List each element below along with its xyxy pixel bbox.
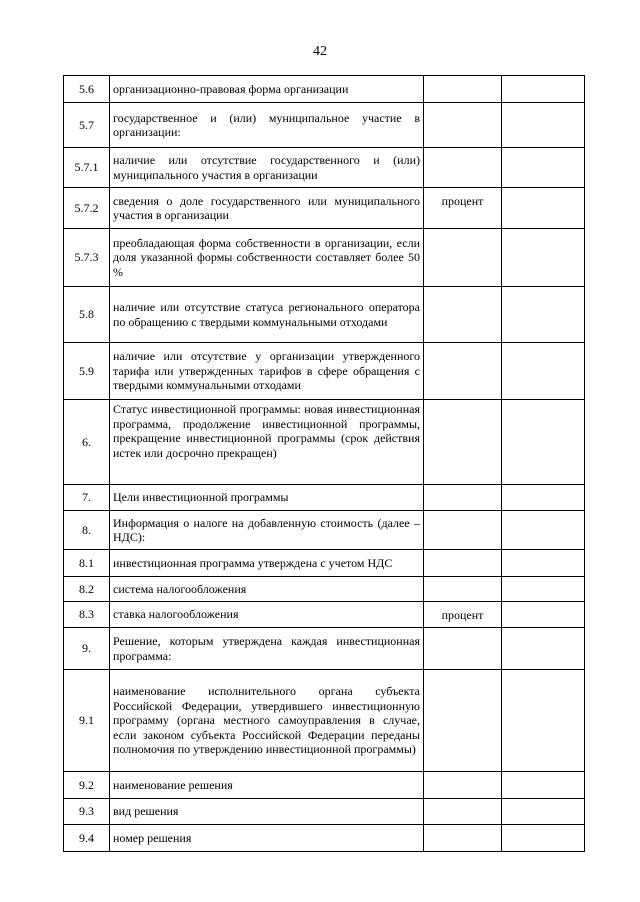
- table-row: [64, 577, 585, 602]
- row-description: система налогообложения: [110, 577, 424, 602]
- row-value-cell: [502, 343, 585, 400]
- row-value-cell: [502, 670, 585, 772]
- table-row: [64, 400, 585, 485]
- row-description: ставка налогообложения: [110, 602, 424, 628]
- table-row: [64, 772, 585, 799]
- row-value-cell: [502, 577, 585, 602]
- row-description: наличие или отсутствие у организации утвержденного тарифа или утвержденных тарифов в сфере обращения с твердыми коммунальными отходами: [110, 343, 424, 400]
- row-value-cell: [502, 229, 585, 287]
- investment-program-table: [63, 75, 585, 852]
- row-number: 5.8: [64, 287, 110, 343]
- row-unit: [424, 799, 502, 825]
- row-number: 9.1: [64, 670, 110, 772]
- table-row: [64, 76, 585, 103]
- row-unit: процент: [424, 188, 502, 229]
- row-description: Информация о налоге на добавленную стоимость (далее – НДС):: [110, 511, 424, 550]
- row-unit: [424, 825, 502, 852]
- row-value-cell: [502, 103, 585, 148]
- row-number: 5.7.3: [64, 229, 110, 287]
- row-description: государственное и (или) муниципальное участие в организации:: [110, 103, 424, 148]
- row-unit: [424, 343, 502, 400]
- table-row: [64, 628, 585, 670]
- table-row: [64, 188, 585, 229]
- row-unit: [424, 670, 502, 772]
- row-number: 5.7.2: [64, 188, 110, 229]
- page-number: 42: [313, 44, 327, 59]
- row-number: 8.: [64, 511, 110, 550]
- row-value-cell: [502, 76, 585, 103]
- table-row: [64, 511, 585, 550]
- row-description: наличие или отсутствие государственного и (или) муниципального участия в организации: [110, 148, 424, 188]
- row-number: 9.: [64, 628, 110, 670]
- row-unit: [424, 103, 502, 148]
- row-description: Статус инвестиционной программы: новая инвестиционная программа, продолжение инвестиционной программы, прекращение инвестиционной программы (срок действия истек или досрочно прекращен): [110, 400, 424, 485]
- row-value-cell: [502, 511, 585, 550]
- row-unit: [424, 148, 502, 188]
- table-row: [64, 287, 585, 343]
- row-number: 5.7: [64, 103, 110, 148]
- table-row: [64, 825, 585, 852]
- row-value-cell: [502, 772, 585, 799]
- row-number: 8.2: [64, 577, 110, 602]
- row-number: 9.2: [64, 772, 110, 799]
- row-value-cell: [502, 628, 585, 670]
- row-number: 8.3: [64, 602, 110, 628]
- row-unit: [424, 229, 502, 287]
- row-number: 9.4: [64, 825, 110, 852]
- row-description: Решение, которым утверждена каждая инвестиционная программа:: [110, 628, 424, 670]
- row-number: 5.9: [64, 343, 110, 400]
- row-description: организационно-правовая форма организации: [110, 76, 424, 103]
- table-row: [64, 550, 585, 577]
- table-row: [64, 799, 585, 825]
- row-value-cell: [502, 188, 585, 229]
- row-description: вид решения: [110, 799, 424, 825]
- row-number: 5.6: [64, 76, 110, 103]
- row-unit: [424, 628, 502, 670]
- row-value-cell: [502, 287, 585, 343]
- row-description: инвестиционная программа утверждена с учетом НДС: [110, 550, 424, 577]
- row-value-cell: [502, 799, 585, 825]
- row-number: 6.: [64, 400, 110, 485]
- row-description: преобладающая форма собственности в организации, если доля указанной формы собственности составляет более 50 %: [110, 229, 424, 287]
- table-row: [64, 103, 585, 148]
- row-description: Цели инвестиционной программы: [110, 485, 424, 511]
- row-unit: [424, 485, 502, 511]
- row-number: 5.7.1: [64, 148, 110, 188]
- row-number: 7.: [64, 485, 110, 511]
- row-value-cell: [502, 602, 585, 628]
- row-value-cell: [502, 550, 585, 577]
- table-row: [64, 229, 585, 287]
- row-description: наличие или отсутствие статуса регионального оператора по обращению с твердыми коммунальными отходами: [110, 287, 424, 343]
- row-unit: [424, 577, 502, 602]
- row-unit: [424, 287, 502, 343]
- row-unit: [424, 511, 502, 550]
- row-value-cell: [502, 485, 585, 511]
- table-row: [64, 148, 585, 188]
- row-unit: [424, 400, 502, 485]
- row-value-cell: [502, 148, 585, 188]
- row-number: 8.1: [64, 550, 110, 577]
- row-description: номер решения: [110, 825, 424, 852]
- table-row: [64, 670, 585, 772]
- row-value-cell: [502, 400, 585, 485]
- row-unit: процент: [424, 602, 502, 628]
- row-unit: [424, 76, 502, 103]
- row-description: сведения о доле государственного или муниципального участия в организации: [110, 188, 424, 229]
- row-value-cell: [502, 825, 585, 852]
- row-description: наименование исполнительного органа субъекта Российской Федерации, утвердившего инвестиционную программу (органа местного самоуправления в случае, если законом субъекта Российской Федерации переданы полномочия по утверждению инвестиционной программы): [110, 670, 424, 772]
- row-unit: [424, 550, 502, 577]
- row-description: наименование решения: [110, 772, 424, 799]
- table-row: [64, 485, 585, 511]
- table-row: [64, 602, 585, 628]
- row-number: 9.3: [64, 799, 110, 825]
- table-row: [64, 343, 585, 400]
- row-unit: [424, 772, 502, 799]
